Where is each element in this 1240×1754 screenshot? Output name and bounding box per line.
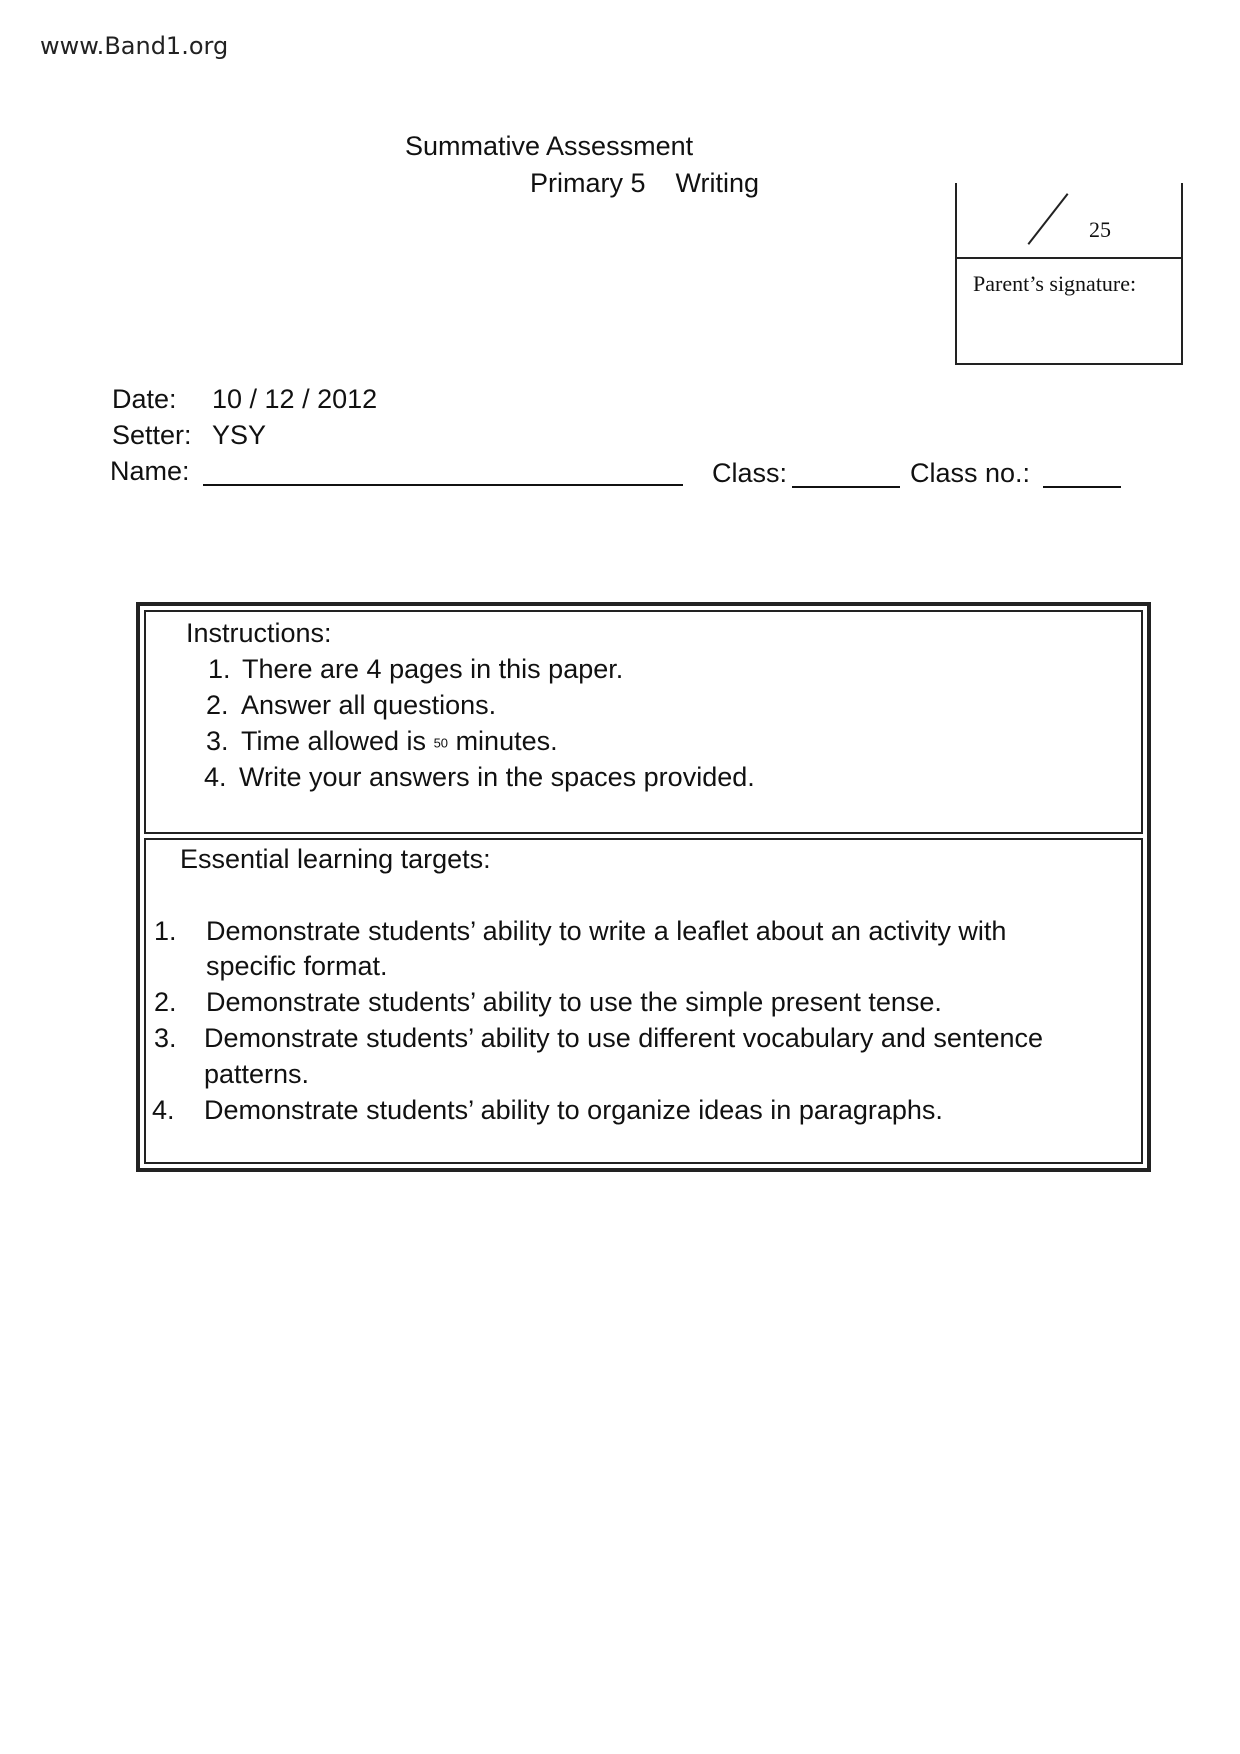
item-number: 3. <box>154 1023 177 1053</box>
date-row <box>112 384 378 415</box>
grade-label: Primary 5 <box>530 168 646 198</box>
item-number: 3. <box>206 726 229 756</box>
item-text: minutes. <box>455 726 558 756</box>
name-label: Name: <box>110 456 190 486</box>
class-no-field-line[interactable] <box>1043 486 1121 488</box>
setter-row <box>112 420 267 451</box>
assessment-subtitle <box>530 168 759 199</box>
instructions-box <box>144 610 1143 834</box>
learning-targets-heading: Essential learning targets: <box>180 844 491 874</box>
item-text: There are 4 pages in this paper. <box>242 654 624 684</box>
item-number: 4. <box>152 1095 175 1125</box>
class-no-label: Class no.: <box>910 458 1031 488</box>
watermark-url: www.Band1.org <box>40 32 229 60</box>
item-number: 2. <box>154 987 177 1017</box>
score-area <box>957 183 1181 259</box>
item-text: Demonstrate students’ ability to write a leaflet about an activity with <box>206 916 1007 946</box>
item-text-continued: specific format. <box>206 951 388 981</box>
item-text: Demonstrate students’ ability to use the simple present tense. <box>206 987 942 1017</box>
score-total: 25 <box>1089 217 1111 242</box>
item-number: 1. <box>208 654 231 684</box>
name-row <box>110 456 190 487</box>
score-slash <box>1028 193 1069 245</box>
subject-label: Writing <box>675 168 760 198</box>
assessment-title: Summative Assessment <box>405 131 694 161</box>
score-box <box>955 183 1183 365</box>
setter-value: YSY <box>212 420 267 450</box>
item-number: 1. <box>154 916 177 946</box>
date-label: Date: <box>112 384 177 414</box>
name-field-line[interactable] <box>203 484 683 486</box>
item-text: Answer all questions. <box>241 690 497 720</box>
handwritten-minutes: 50 <box>433 735 449 751</box>
item-text: Write your answers in the spaces provided. <box>239 762 755 792</box>
item-text: Demonstrate students’ ability to use different vocabulary and sentence <box>204 1023 1043 1053</box>
learning-targets-box <box>144 838 1143 1164</box>
setter-label: Setter: <box>112 420 192 450</box>
date-value: 10 / 12 / 2012 <box>212 384 378 414</box>
item-number: 4. <box>204 762 227 792</box>
class-label: Class: <box>712 458 788 488</box>
item-text-continued: patterns. <box>204 1059 310 1089</box>
instructions-heading: Instructions: <box>186 618 332 648</box>
class-field-line[interactable] <box>792 486 900 488</box>
item-number: 2. <box>206 690 229 720</box>
parent-signature-label: Parent’s signature: <box>973 271 1137 296</box>
item-text: Time allowed is <box>241 726 427 756</box>
instructions-frame <box>136 602 1151 1172</box>
item-text: Demonstrate students’ ability to organize ideas in paragraphs. <box>204 1095 943 1125</box>
